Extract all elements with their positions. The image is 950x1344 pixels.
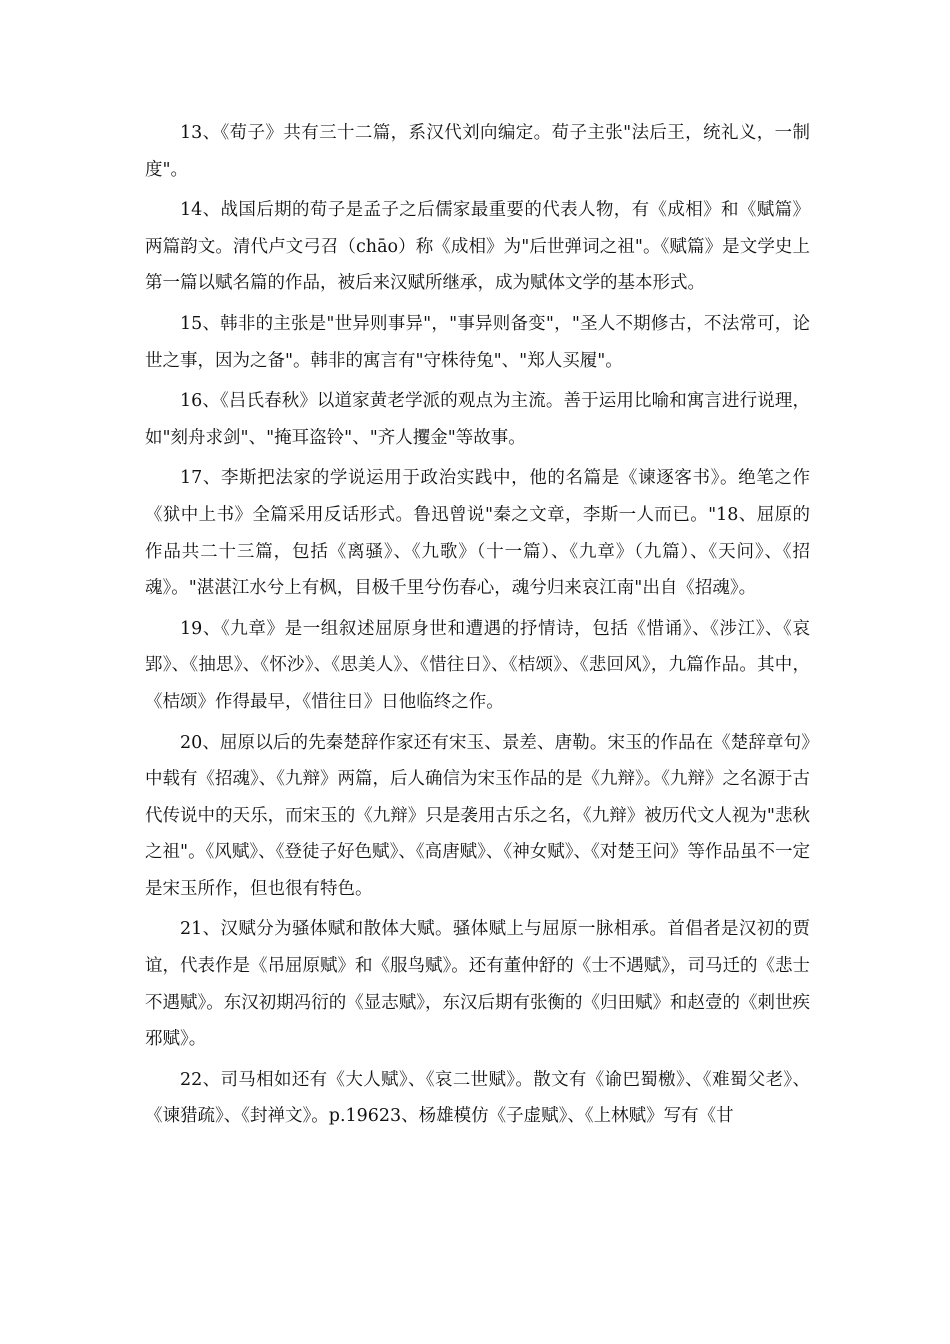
paragraph-22: 22、司马相如还有《大人赋》、《哀二世赋》。散文有《谕巴蜀檄》、《难蜀父老》、《谏猎疏》、《封禅文》。p.19623、杨雄模仿《子虚赋》、《上林赋》写有《甘 [145,1069,810,1127]
paragraph-17-18: 17、李斯把法家的学说运用于政治实践中，他的名篇是《谏逐客书》。绝笔之作《狱中上书》全篇采用反话形式。鲁迅曾说"秦之文章，李斯一人而已。"18、屈原的作品共二十三篇，包括《离骚》、《九歌》（十一篇）、《九章》（九篇）、《天问》、《招魂》。"湛湛江水兮上有枫，目极千里兮伤春心，魂兮归来哀江南"出自《招魂》。 [145,468,810,599]
paragraph-19: 19、《九章》是一组叙述屈原身世和遭遇的抒情诗，包括《惜诵》、《涉江》、《哀郢》、《抽思》、《怀沙》、《思美人》、《惜往日》、《桔颂》、《悲回风》，九篇作品。其中，《桔颂》作得最早，《惜往日》日他临终之作。 [145,618,810,712]
paragraph-16: 16、《吕氏春秋》以道家黄老学派的观点为主流。善于运用比喻和寓言进行说理，如"刻舟求剑"、"掩耳盗铃"、"齐人攫金"等故事。 [145,391,810,448]
paragraph-14: 14、战国后期的荀子是孟子之后儒家最重要的代表人物，有《成相》和《赋篇》两篇韵文。清代卢文弓召（chāo）称《成相》为"后世弹词之祖"。《赋篇》是文学史上第一篇以赋名篇的作品，被后来汉赋所继承，成为赋体文学的基本形式。 [145,200,810,294]
paragraph-13: 13、《荀子》共有三十二篇，系汉代刘向编定。荀子主张"法后王，统礼义，一制度"。 [145,123,810,180]
paragraph-21: 21、汉赋分为骚体赋和散体大赋。骚体赋上与屈原一脉相承。首倡者是汉初的贾谊，代表作是《吊屈原赋》和《服鸟赋》。还有董仲舒的《士不遇赋》，司马迁的《悲士不遇赋》。东汉初期冯衍的《显志赋》，东汉后期有张衡的《归田赋》和赵壹的《刺世疾邪赋》。 [145,919,810,1050]
paragraph-15: 15、韩非的主张是"世异则事异"，"事异则备变"，"圣人不期修古，不法常可，论世之事，因为之备"。韩非的寓言有"守株待兔"、"郑人买履"。 [145,313,810,371]
paragraph-20: 20、屈原以后的先秦楚辞作家还有宋玉、景差、唐勒。宋玉的作品在《楚辞章句》中载有《招魂》、《九辩》两篇，后人确信为宋玉作品的是《九辩》。《九辩》之名源于古代传说中的天乐，而宋玉的《九辩》只是袭用古乐之名，《九辩》被历代文人视为"悲秋之祖"。《风赋》、《登徒子好色赋》、《高唐赋》、《神女赋》、《对楚王问》等作品虽不一定是宋玉所作，但也很有特色。 [145,732,810,899]
document-body [145,115,810,1139]
